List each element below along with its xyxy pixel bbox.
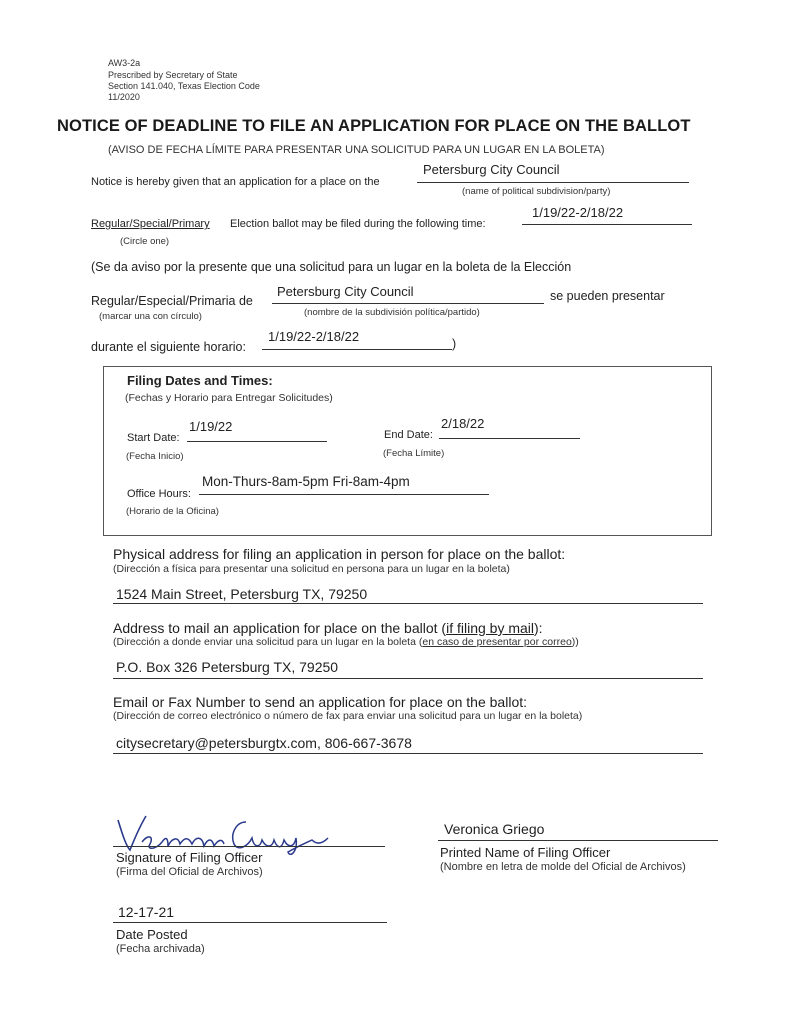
- start-date-label: Start Date:: [127, 432, 180, 444]
- mail-address-line: [113, 678, 703, 679]
- end-date-label: End Date:: [384, 429, 433, 441]
- physical-address-value: 1524 Main Street, Petersburg TX, 79250: [116, 586, 368, 602]
- spanish-subdivision-caption: (nombre de la subdivisión política/partido): [304, 307, 480, 318]
- page-title-spanish: (AVISO DE FECHA LÍMITE PARA PRESENTAR UNA SOLICITUD PARA UN LUGAR EN LA BOLETA): [108, 144, 605, 156]
- spanish-time-value: 1/19/22-2/18/22: [268, 329, 360, 344]
- spanish-election-type: Regular/Especial/Primaria de: [91, 294, 253, 308]
- start-date-spanish: (Fecha Inicio): [126, 451, 184, 462]
- printed-name-label: Printed Name of Filing Officer: [440, 845, 611, 860]
- spanish-intro: (Se da aviso por la presente que una solicitud para un lugar en la boleta de la Elección: [91, 260, 572, 274]
- signature-label-spanish: (Firma del Oficial de Archivos): [116, 866, 263, 878]
- spanish-circle-caption: (marcar una con círculo): [99, 311, 202, 322]
- physical-address-label-spanish: (Dirección a física para presentar una solicitud en persona para un lugar en la boleta): [113, 563, 510, 575]
- office-hours-label: Office Hours:: [127, 488, 191, 500]
- email-fax-line: [113, 753, 703, 754]
- time-value: 1/19/22-2/18/22: [532, 205, 624, 220]
- election-type: Regular/Special/Primary: [91, 218, 210, 230]
- printed-name-value: Veronica Griego: [444, 821, 545, 837]
- mail-address-value: P.O. Box 326 Petersburg TX, 79250: [116, 659, 339, 675]
- date-posted-label-spanish: (Fecha archivada): [116, 943, 205, 955]
- spanish-after: se pueden presentar: [550, 289, 665, 303]
- start-date-value: 1/19/22: [189, 419, 233, 434]
- election-text: Election ballot may be filed during the following time:: [230, 218, 486, 230]
- printed-name-label-spanish: (Nombre en letra de molde del Oficial de Archivos): [440, 861, 686, 873]
- notice-intro: Notice is hereby given that an application for a place on the: [91, 176, 380, 188]
- start-date-line: [187, 441, 327, 442]
- circle-one: (Circle one): [120, 236, 170, 247]
- spanish-time-line: [262, 349, 452, 350]
- office-hours-value: Mon-Thurs-8am-5pm Fri-8am-4pm: [202, 474, 410, 489]
- end-date-value: 2/18/22: [441, 416, 485, 431]
- signature-label: Signature of Filing Officer: [116, 850, 263, 865]
- mail-address-label: Address to mail an application for place on the ballot (if filing by mail):: [113, 620, 543, 636]
- email-fax-label-spanish: (Dirección de correo electrónico o número de fax para enviar una solicitud para un lugar en la boleta): [113, 710, 583, 722]
- email-fax-label: Email or Fax Number to send an application for place on the ballot:: [113, 694, 528, 710]
- time-line: [522, 224, 692, 225]
- spanish-during: durante el siguiente horario:: [91, 340, 246, 354]
- spanish-close-paren: ): [452, 337, 457, 351]
- date-posted-label: Date Posted: [116, 927, 188, 942]
- form-section: Section 141.040, Texas Election Code: [108, 81, 260, 91]
- date-posted-line: [113, 922, 387, 923]
- date-posted-value: 12-17-21: [118, 904, 175, 920]
- printed-name-line: [438, 840, 718, 841]
- filing-heading-spanish: (Fechas y Horario para Entregar Solicitudes): [125, 392, 333, 404]
- end-date-line: [439, 438, 580, 439]
- office-hours-spanish: (Horario de la Oficina): [126, 506, 219, 517]
- filing-heading: Filing Dates and Times:: [127, 373, 273, 388]
- email-fax-value: citysecretary@petersburgtx.com, 806-667-3678: [116, 735, 412, 751]
- subdivision-line: [417, 182, 689, 183]
- subdivision-caption: (name of political subdivision/party): [462, 186, 611, 197]
- page-title: NOTICE OF DEADLINE TO FILE AN APPLICATION FOR PLACE ON THE BALLOT: [57, 117, 691, 135]
- spanish-subdivision-line: [272, 303, 544, 304]
- office-hours-line: [199, 494, 489, 495]
- form-id: AW3-2a: [108, 58, 141, 68]
- subdivision-value: Petersburg City Council: [423, 162, 560, 177]
- end-date-spanish: (Fecha Límite): [383, 448, 445, 459]
- physical-address-line: [113, 603, 703, 604]
- signature-line: [113, 846, 385, 847]
- spanish-subdivision-value: Petersburg City Council: [277, 284, 414, 299]
- mail-address-label-spanish: (Dirección a donde enviar una solicitud para un lugar en la boleta (en caso de presentar por correo)): [113, 636, 579, 648]
- form-date: 11/2020: [108, 92, 140, 102]
- physical-address-label: Physical address for filing an application in person for place on the ballot:: [113, 546, 566, 562]
- form-prescribed-by: Prescribed by Secretary of State: [108, 70, 238, 80]
